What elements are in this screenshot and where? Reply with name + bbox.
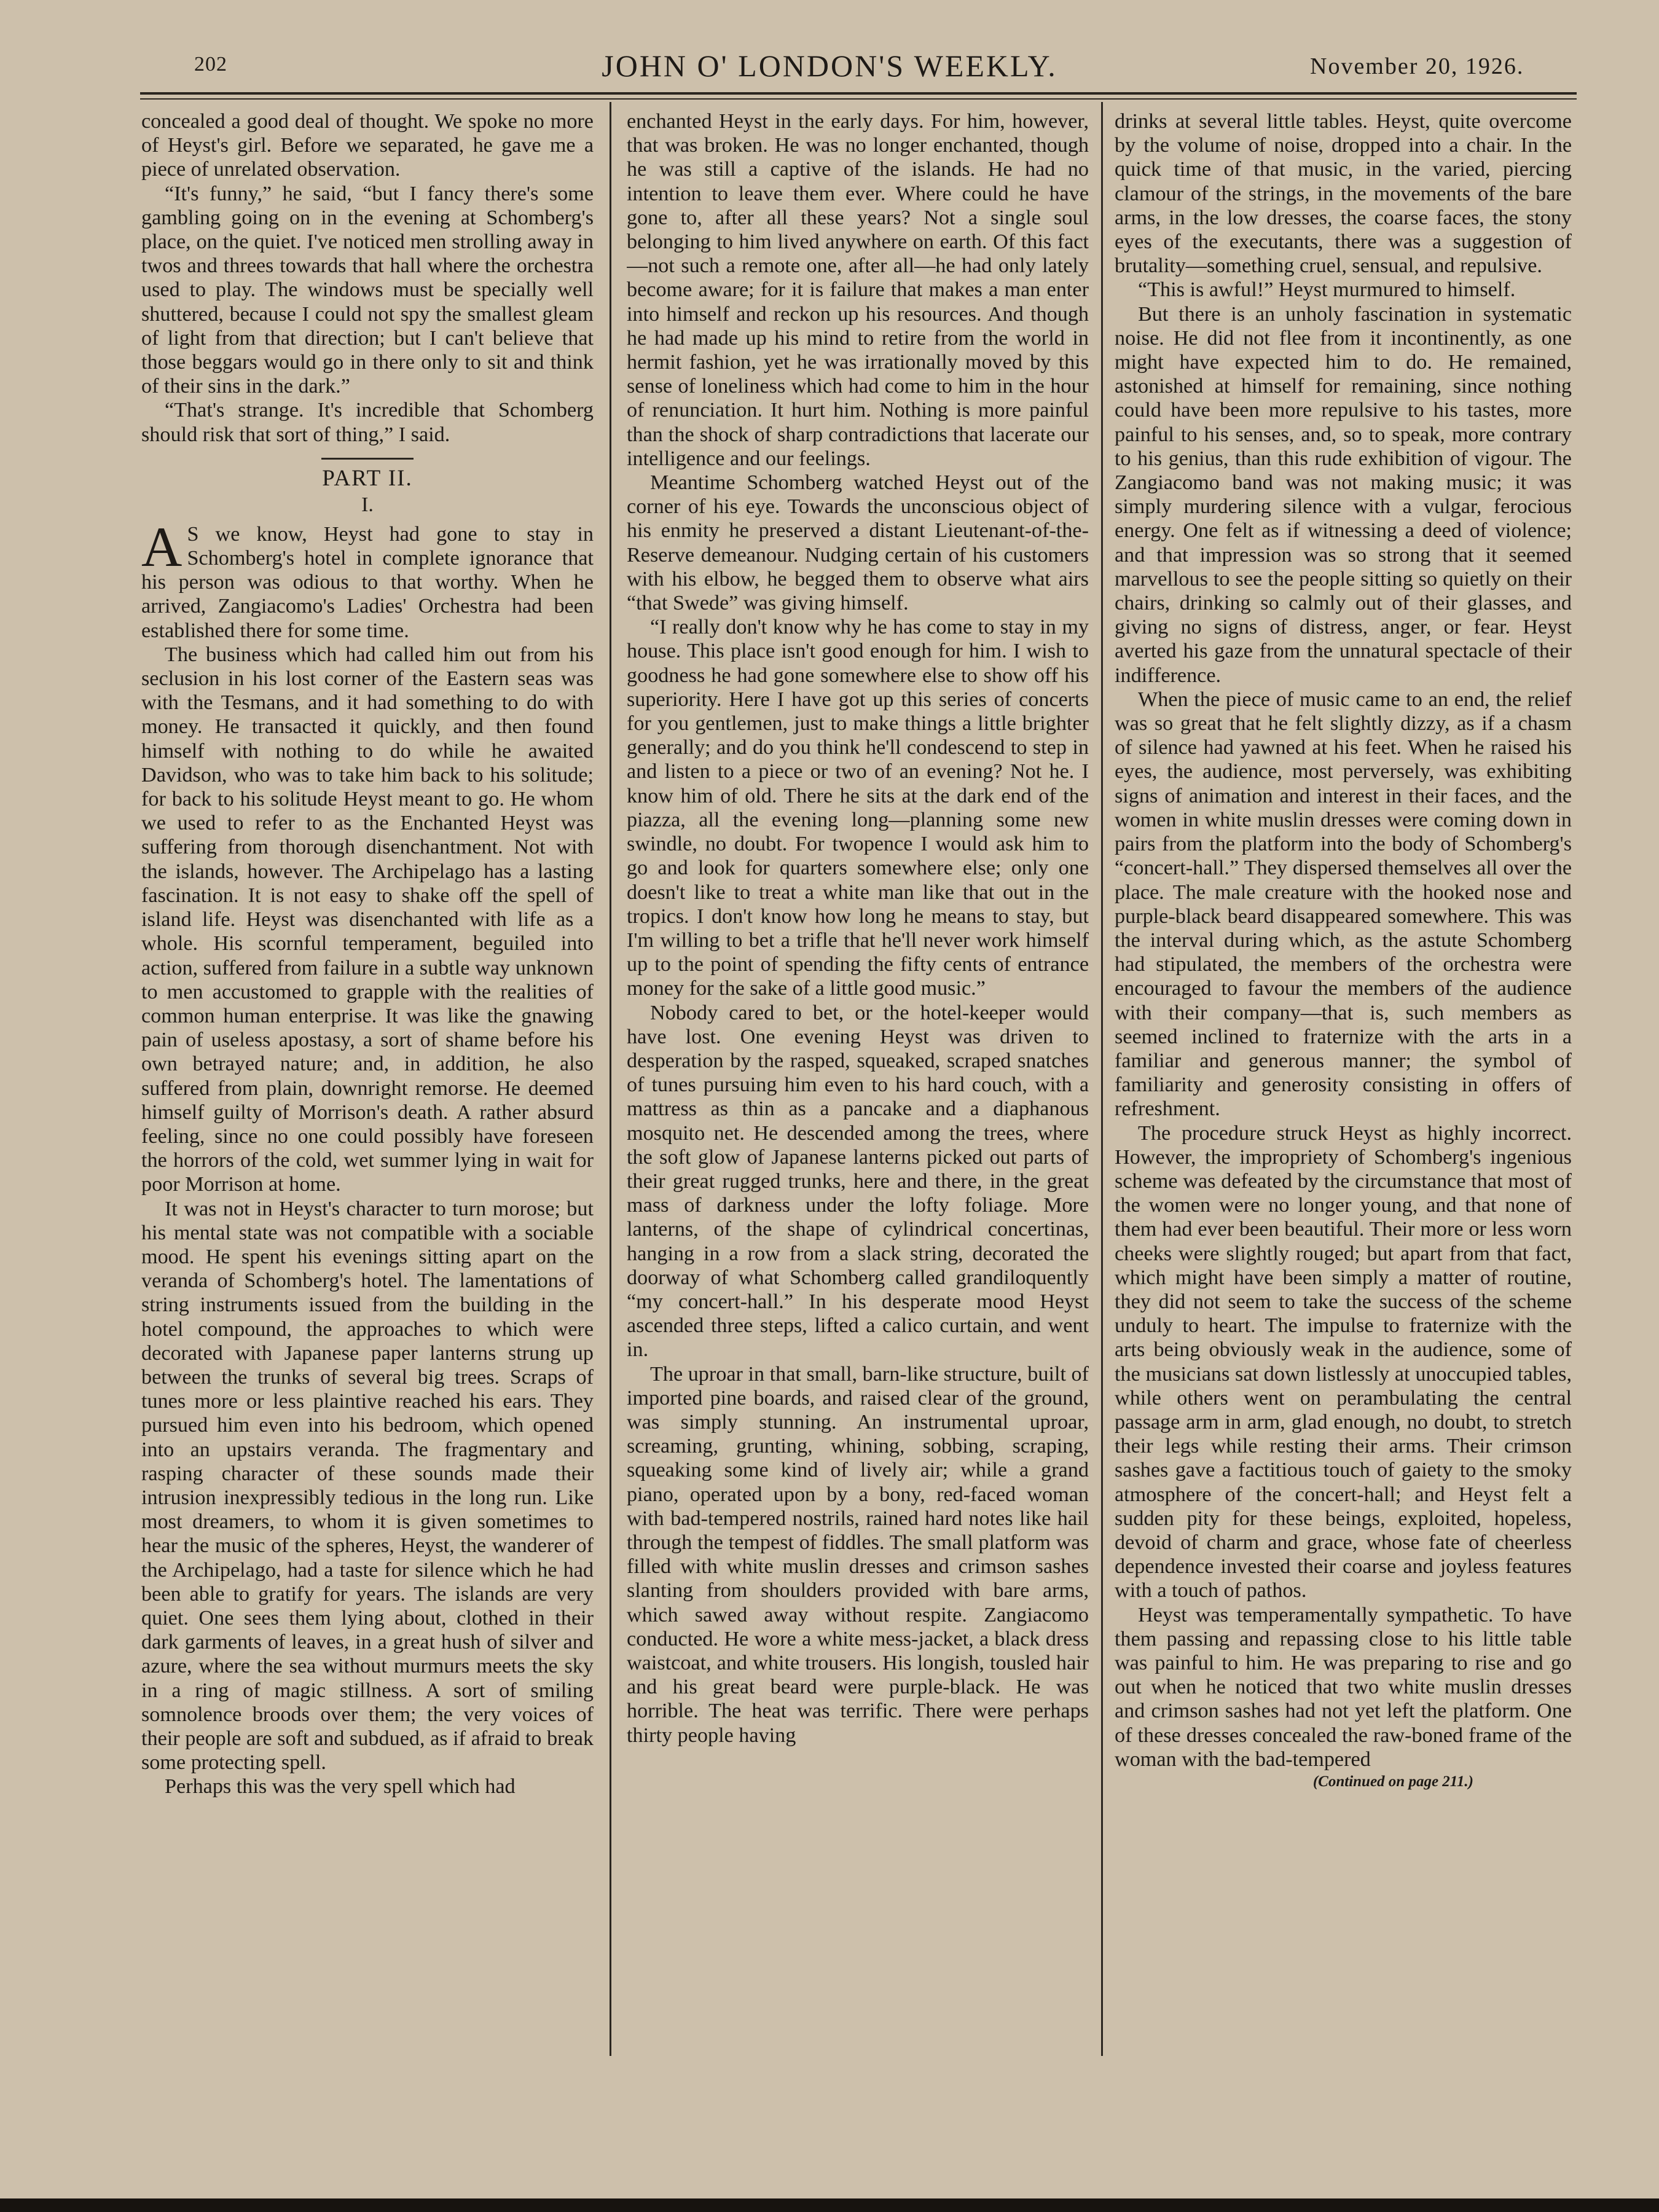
paragraph: “This is awful!” Heyst murmured to himself. bbox=[1138, 278, 1516, 302]
column-1 bbox=[141, 109, 594, 2033]
paragraph: drinks at several little tables. Heyst, quite overcome by the volume of noise, dropped into a chair. In the quick time of that music, in the varied, piercing clamour of the strings, in the movements of the bare arms, in the low dresses, the coarse faces, the stony eyes of the executants, there was a suggestion of brutality—something cruel, sensual, and repulsive. bbox=[1115, 110, 1572, 278]
paragraph-text: S we know, Heyst had gone to stay in Schomberg's hotel in complete ignorance that his person was odious to that worthy. When he arrived, Zangiacomo's Ladies' Orchestra had been established there for some time. bbox=[141, 522, 594, 642]
paragraph: But there is an unholy fascination in systematic noise. He did not flee from it incontinently, as one might have expected him to do. He remained, astonished at himself for remaining, since nothing could have been more repulsive to his tastes, more painful to his senses, and, so to speak, more contrary to his genius, than this rude exhibition of vigour. The Zangiacomo band was not making music; it was simply murdering silence with a vulgar, ferocious energy. One felt as if witnessing a deed of violence; and that impression was so strong that it seemed marvellous to see the people sitting so quietly on their chairs, drinking so calmly out of their glasses, and giving no signs of distress, anger, or fear. Heyst averted his gaze from the unnatural spectacle of their indifference. bbox=[1115, 302, 1572, 687]
paragraph: It was not in Heyst's character to turn morose; but his mental state was not compatible with a sociable mood. He spent his evenings sitting apart on the veranda of Schomberg's hotel. The lamentations of string instruments issued from the building in the hotel compound, the approaches to which were decorated with Japanese paper lanterns strung up between the trunks of several big trees. Scraps of tunes more or less plaintive reached his ears. They pursued him even into his bedroom, which opened into an upstairs veranda. The fragmentary and rasping character of these sounds made their intrusion inexpressibly tedious in the long run. Like most dreamers, to whom it is given sometimes to hear the music of the spheres, Heyst, the wanderer of the Archipelago, had a taste for silence which he had been able to gratify for years. The islands are very quiet. One sees them lying about, clothed in their dark garments of leaves, in a great hush of silver and azure, where the sea without murmurs meets the sky in a ring of magic stillness. A sort of smiling somnolence broods over them; the very voices of their people are soft and subdued, as if afraid to break some protecting spell. bbox=[141, 1197, 594, 1775]
column-3 bbox=[1115, 109, 1572, 2051]
paragraph: “That's strange. It's incredible that Schomberg should risk that sort of thing,” I said. bbox=[141, 399, 594, 446]
column-divider-left bbox=[610, 102, 611, 2056]
page-header bbox=[0, 48, 1659, 91]
paragraph: The business which had called him out from his seclusion in his lost corner of the Eastern seas was with the Tesmans, and it had something to do with money. He transacted it quickly, and then found himself with nothing to do while he awaited Davidson, who was to take him back to his solitude; for back to his solitude Heyst meant to go. He whom we used to refer to as the Enchanted Heyst was suffering from thorough disenchantment. Not with the islands, however. The Archipelago has a lasting fascination. It is not easy to shake off the spell of island life. Heyst was disenchanted with life as a whole. His scornful temperament, beguiled into action, suffered from failure in a subtle way unknown to men accustomed to grapple with the realities of common human enterprise. It was like the gnawing pain of useless apostasy, a sort of shame before his own betrayed nature; and, in addition, he also suffered from plain, downright remorse. He deemed himself guilty of Morrison's death. A rather absurd feeling, since no one could possibly have foreseen the horrors of the cold, wet summer lying in wait for poor Morrison at home. bbox=[141, 643, 594, 1196]
scan-edge bbox=[0, 2198, 1659, 2212]
header-rule-thin bbox=[140, 98, 1577, 100]
paragraph: “It's funny,” he said, “but I fancy there's some gambling going on in the evening at Schomberg's place, on the quiet. I've noticed men strolling away in twos and threes towards that hall where the orchestra used to play. The windows must be specially well shuttered, because I could not spy the smallest gleam of light from that direction; but I can't believe that those beggars would go in there only to sit and think of their sins in the dark.” bbox=[141, 182, 594, 398]
column-2 bbox=[627, 109, 1089, 2033]
paragraph: The uproar in that small, barn-like structure, built of imported pine boards, and raised clear of the ground, was simply stunning. An instrumental uproar, screaming, grunting, whining, sobbing, scraping, squeaking some kind of lively air; while a grand piano, operated upon by a bony, red-faced woman with bad-tempered nostrils, rained hard notes like hail through the tempest of fiddles. The small platform was filled with white muslin dresses and crimson sashes slanting from shoulders provided with bare arms, which sawed away without respite. Zangiacomo conducted. He wore a white mess-jacket, a black dress waistcoat, and white trousers. His longish, tousled hair and his great beard were purple-black. He was horrible. The heat was terrific. There were perhaps thirty people having bbox=[627, 1362, 1089, 1747]
drop-cap: A bbox=[141, 515, 182, 578]
paragraph: The procedure struck Heyst as highly incorrect. However, the impropriety of Schomberg's ingenious scheme was defeated by the circumstance that most of the women were no longer young, and that none of them had ever been beautiful. Their more or less worn cheeks were slightly rouged; but apart from that fact, which might have been simply a matter of routine, they did not seem to take the success of the scheme unduly to heart. The impulse to fraternize with the arts being obviously weak in the audience, some of the musicians sat down listlessly at unoccupied tables, while others went on perambulating the central passage arm in arm, glad enough, no doubt, to stretch their legs while resting their arms. Their crimson sashes gave a factitious touch of gaiety to the smoky atmosphere of the concert-hall; and Heyst felt a sudden pity for these beings, exploited, hopeless, devoid of charm and grace, whose fate of cheerless dependence invested their coarse and joyless features with a touch of pathos. bbox=[1115, 1121, 1572, 1602]
part-heading: PART II. bbox=[322, 465, 413, 491]
column-divider-right bbox=[1101, 102, 1103, 2056]
header-rule-thick bbox=[140, 92, 1577, 95]
paragraph: Heyst was temperamentally sympathetic. To have them passing and repassing close to his little table was painful to him. He was preparing to rise and go out when he noticed that two white muslin dresses and crimson sashes had not yet left the platform. One of these dresses concealed the raw-boned frame of the woman with the bad-tempered bbox=[1115, 1603, 1572, 1771]
paragraph: When the piece of music came to an end, the relief was so great that he felt slightly dizzy, as if a chasm of silence had yawned at his feet. When he raised his eyes, the audience, most perversely, was exhibiting signs of animation and interest in their faces, and the women in white muslin dresses were coming down in pairs from the platform into the body of Schomberg's “concert-hall.” They dispersed themselves all over the place. The male creature with the hooked nose and purple-black beard disappeared somewhere. This was the interval during which, as the astute Schomberg had stipulated, the members of the orchestra were encouraged to favour the members of the audience with their company—that is, such members as seemed inclined to fraternize with the arts in a familiar and generous manner; the symbol of familiarity and generosity consisting in offers of refreshment. bbox=[1115, 688, 1572, 1121]
chapter-number: I. bbox=[361, 493, 374, 516]
publication-title: JOHN O' LONDON'S WEEKLY. bbox=[602, 49, 1057, 83]
paragraph: Meantime Schomberg watched Heyst out of the corner of his eye. Towards the unconscious object of his enmity he preserved a distant Lieutenant-of-the-Reserve demeanour. Nudging certain of his customers with his elbow, he begged them to observe what airs “that Swede” was giving himself. bbox=[627, 471, 1089, 615]
page-number: 202 bbox=[194, 53, 227, 76]
section-divider bbox=[321, 458, 414, 460]
paragraph: enchanted Heyst in the early days. For him, however, that was broken. He was no longer enchanted, though he was still a captive of the islands. He had no intention to leave them ever. Where could he have gone to, after all these years? Not a single soul belonging to him lived anywhere on earth. Of this fact—not such a remote one, after all—he had only lately become aware; for it is failure that makes a man enter into himself and reckon up his resources. And though he had made up his mind to retire from the world in hermit fashion, yet he was irrationally moved by this sense of loneliness which had come to him in the hour of renunciation. It hurt him. Nothing is more painful than the shock of sharp contradictions that lacerate our intelligence and our feelings. bbox=[627, 110, 1089, 470]
paragraph: “I really don't know why he has come to stay in my house. This place isn't good enough for him. I wish to goodness he had gone somewhere else to show off his superiority. Here I have got up this series of concerts for you gentlemen, just to make things a little brighter generally; and do you think he'll condescend to step in and listen to a piece or two of an evening? Not he. I know him of old. There he sits at the dark end of the piazza, all the evening long—planning some new swindle, no doubt. For twopence I would ask him to go and look for quarters somewhere else; only one doesn't like to treat a white man like that out in the tropics. I don't know how long he means to stay, but I'm willing to bet a trifle that he'll never work himself up to the point of spending the fifty cents of entrance money for the sake of a little good music.” bbox=[627, 616, 1089, 1000]
opening-paragraph bbox=[141, 515, 594, 643]
paragraph: Perhaps this was the very spell which had bbox=[165, 1775, 516, 1798]
paragraph: concealed a good deal of thought. We spoke no more of Heyst's girl. Before we separated, he gave me a piece of unrelated observation. bbox=[141, 110, 594, 181]
continued-note: (Continued on page 211.) bbox=[1312, 1773, 1473, 1790]
issue-date: November 20, 1926. bbox=[1310, 53, 1524, 79]
paragraph: Nobody cared to bet, or the hotel-keeper would have lost. One evening Heyst was driven to desperation by the rasped, squeaked, scraped snatches of tunes pursuing him even to his hard couch, with a mattress as thin as a pancake and a diaphanous mosquito net. He descended among the trees, where the soft glow of Japanese lanterns picked out parts of their great rugged trunks, here and there, in the great mass of darkness under the lofty foliage. More lanterns, of the shape of cylindrical concertinas, hanging in a row from a slack string, decorated the doorway of what Schomberg called grandiloquently “my concert-hall.” In his desperate mood Heyst ascended three steps, lifted a calico curtain, and went in. bbox=[627, 1001, 1089, 1362]
